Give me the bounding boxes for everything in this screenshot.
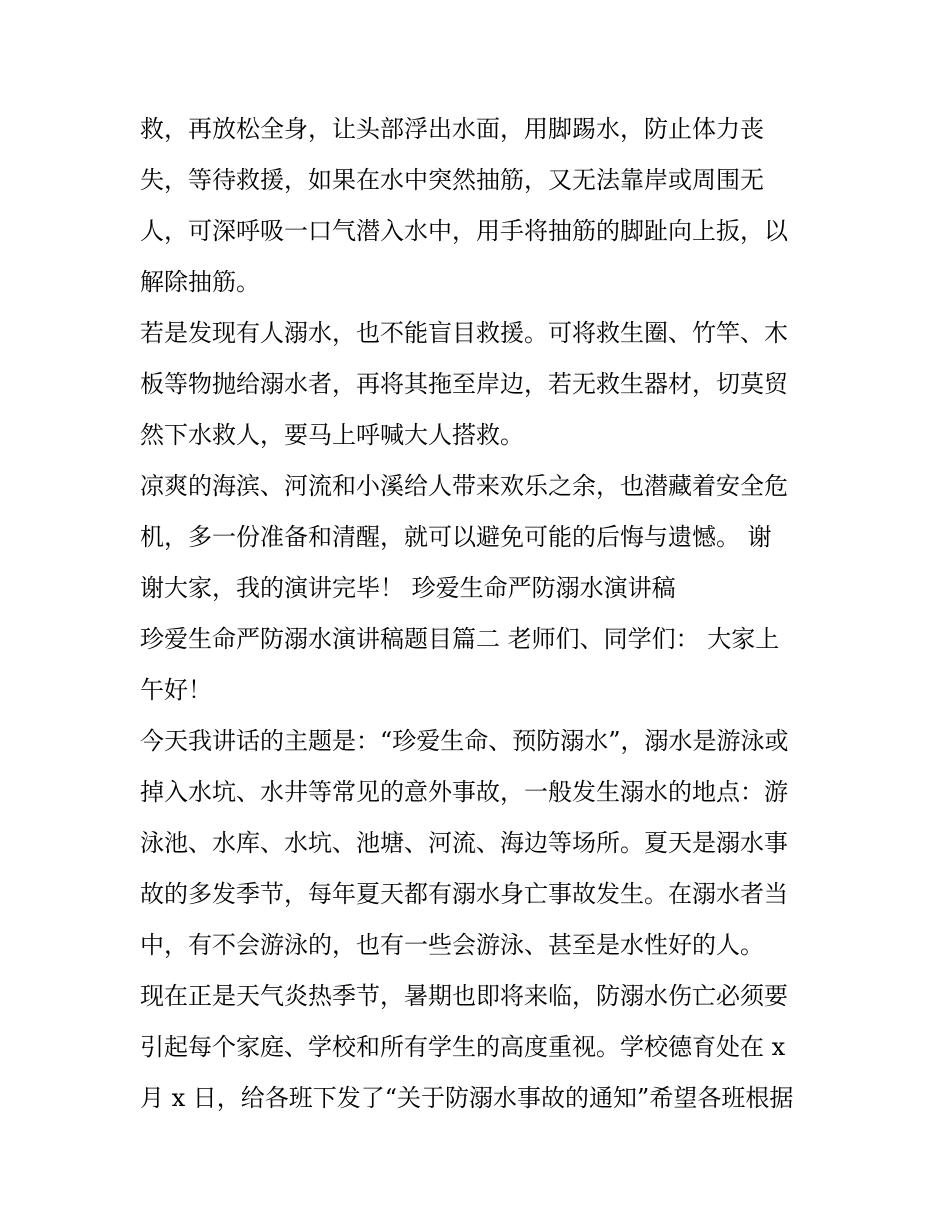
text-line-8: 凉爽的海滨、河流和小溪给人带来欢乐之余，也潜藏着安全危 [140,472,788,500]
text-line-6: 板等物抛给溺水者，再将其拖至岸边，若无救生器材，切莫贸 [140,370,788,398]
text-line-11: 珍爱生命严防溺水演讲稿题目篇二 老师们、同学们： 大家上 [140,625,780,653]
text-line-16: 故的多发季节，每年夏天都有溺水身亡事故发生。在溺水者当 [140,880,788,908]
text-line-13: 今天我讲话的主题是：“珍爱生命、预防溺水”，溺水是游泳或 [140,727,789,755]
text-line-7: 然下水救人，要马上呼喊大人搭救。 [140,421,524,449]
text-line-18: 现在正是天气炎热季节，暑期也即将来临，防溺水伤亡必须要 [140,982,788,1010]
text-line-15: 泳池、水库、水坑、池塘、河流、海边等场所。夏天是溺水事 [140,829,788,857]
text-line-14: 掉入水坑、水井等常见的意外事故，一般发生溺水的地点：游 [140,778,788,806]
text-line-20: 月 x 日，给各班下发了“关于防溺水事故的通知”希望各班根据 [140,1084,794,1112]
text-line-4: 解除抽筋。 [140,268,260,296]
text-line-5: 若是发现有人溺水，也不能盲目救援。可将救生圈、竹竿、木 [140,319,788,347]
text-line-3: 人，可深呼吸一口气潜入水中，用手将抽筋的脚趾向上扳，以 [140,217,788,245]
text-line-12: 午好！ [140,676,212,704]
text-line-17: 中，有不会游泳的，也有一些会游泳、甚至是水性好的人。 [140,931,764,959]
text-line-2: 失，等待救援，如果在水中突然抽筋，又无法靠岸或周围无 [140,166,764,194]
text-line-9: 机，多一份准备和清醒，就可以避免可能的后悔与遗憾。 谢 [140,523,772,551]
body-text [140,104,820,1124]
text-line-1: 救，再放松全身，让头部浮出水面，用脚踢水，防止体力丧 [140,115,764,143]
text-line-19: 引起每个家庭、学校和所有学生的高度重视。学校德育处在 x [140,1033,786,1061]
text-line-10: 谢大家，我的演讲完毕！ 珍爱生命严防溺水演讲稿 [140,574,676,602]
